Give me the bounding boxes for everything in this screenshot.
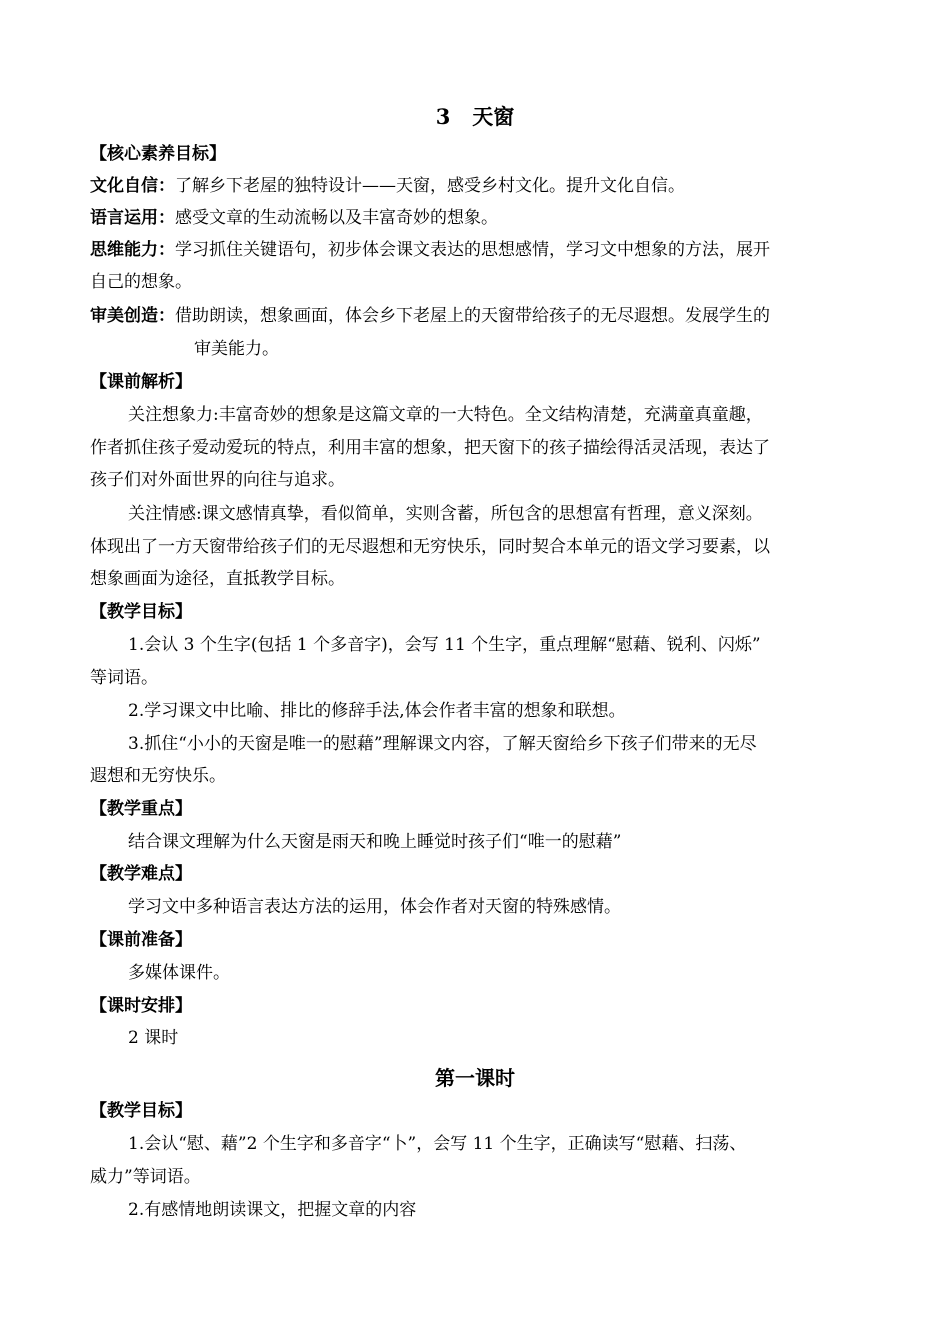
analysis-p2-line3: 想象画面为途径，直抵教学目标。 bbox=[90, 569, 345, 589]
section-heading-pre-analysis: 【课前解析】 bbox=[90, 372, 192, 392]
core-thinking-label: 思维能力： bbox=[90, 240, 175, 260]
page-title: 3 天窗 bbox=[435, 104, 515, 129]
core-culture-line bbox=[90, 174, 685, 198]
core-culture-text: 了解乡下老屋的独特设计——天窗，感受乡村文化。提升文化自信。 bbox=[175, 176, 685, 196]
core-aesthetic-text-cont: 审美能力。 bbox=[194, 339, 279, 359]
key-point-text: 结合课文理解为什么天窗是雨天和晚上睡觉时孩子们“唯一的慰藉” bbox=[128, 832, 622, 852]
core-culture-label: 文化自信： bbox=[90, 176, 175, 196]
analysis-p1-line2: 作者抓住孩子爱动爱玩的特点，利用丰富的想象，把天窗下的孩子描绘得活灵活现，表达了 bbox=[90, 438, 770, 458]
section-heading-difficulties: 【教学难点】 bbox=[90, 864, 192, 884]
lesson1-title: 第一课时 bbox=[435, 1066, 515, 1090]
lesson1-goal-1-line2: 威力”等词语。 bbox=[90, 1167, 201, 1187]
core-aesthetic-text: 借助朗读，想象画面，体会乡下老屋上的天窗带给孩子的无尽遐想。发展学生的 bbox=[175, 306, 770, 326]
difficulty-text: 学习文中多种语言表达方法的运用，体会作者对天窗的特殊感情。 bbox=[128, 897, 621, 917]
goal-3-line1: 3.抓住“小小的天窗是唯一的慰藉”理解课文内容，了解天窗给乡下孩子们带来的无尽 bbox=[128, 734, 757, 754]
core-language-text: 感受文章的生动流畅以及丰富奇妙的想象。 bbox=[175, 208, 498, 228]
section-heading-preparation: 【课前准备】 bbox=[90, 930, 192, 950]
schedule-text: 2 课时 bbox=[128, 1028, 179, 1048]
preparation-text: 多媒体课件。 bbox=[128, 963, 230, 983]
section-heading-schedule: 【课时安排】 bbox=[90, 996, 192, 1016]
core-aesthetic-label: 审美创造： bbox=[90, 306, 175, 326]
analysis-p1-line1: 关注想象力:丰富奇妙的想象是这篇文章的一大特色。全文结构清楚，充满童真童趣， bbox=[128, 405, 763, 425]
goal-2: 2.学习课文中比喻、排比的修辞手法,体会作者丰富的想象和联想。 bbox=[128, 701, 626, 721]
lesson1-goal-1-line1: 1.会认“慰、藉”2 个生字和多音字“卜”，会写 11 个生字，正确读写“慰藉、扫荡、 bbox=[128, 1134, 747, 1154]
core-language-label: 语言运用： bbox=[90, 208, 175, 228]
goal-1-line2: 等词语。 bbox=[90, 668, 158, 688]
lesson1-goals-heading: 【教学目标】 bbox=[90, 1101, 192, 1121]
analysis-p1-line3: 孩子们对外面世界的向往与追求。 bbox=[90, 470, 345, 490]
core-thinking-line bbox=[90, 238, 770, 262]
section-heading-key-points: 【教学重点】 bbox=[90, 799, 192, 819]
section-heading-teaching-goals: 【教学目标】 bbox=[90, 602, 192, 622]
goal-1-line1: 1.会认 3 个生字(包括 1 个多音字)，会写 11 个生字，重点理解“慰藉、锐利、闪烁” bbox=[128, 635, 761, 655]
analysis-p2-line1: 关注情感:课文感情真挚，看似简单，实则含蓄，所包含的思想富有哲理，意义深刻。 bbox=[128, 504, 763, 524]
core-language-line bbox=[90, 206, 498, 230]
lesson1-goal-2: 2.有感情地朗读课文，把握文章的内容 bbox=[128, 1200, 417, 1220]
core-thinking-text-cont: 自己的想象。 bbox=[90, 272, 192, 292]
analysis-p2-line2: 体现出了一方天窗带给孩子们的无尽遐想和无穷快乐，同时契合本单元的语文学习要素，以 bbox=[90, 537, 770, 557]
goal-3-line2: 遐想和无穷快乐。 bbox=[90, 766, 226, 786]
section-heading-core-goals: 【核心素养目标】 bbox=[90, 144, 226, 164]
core-aesthetic-line bbox=[90, 304, 770, 328]
core-thinking-text: 学习抓住关键语句，初步体会课文表达的思想感情，学习文中想象的方法，展开 bbox=[175, 240, 770, 260]
